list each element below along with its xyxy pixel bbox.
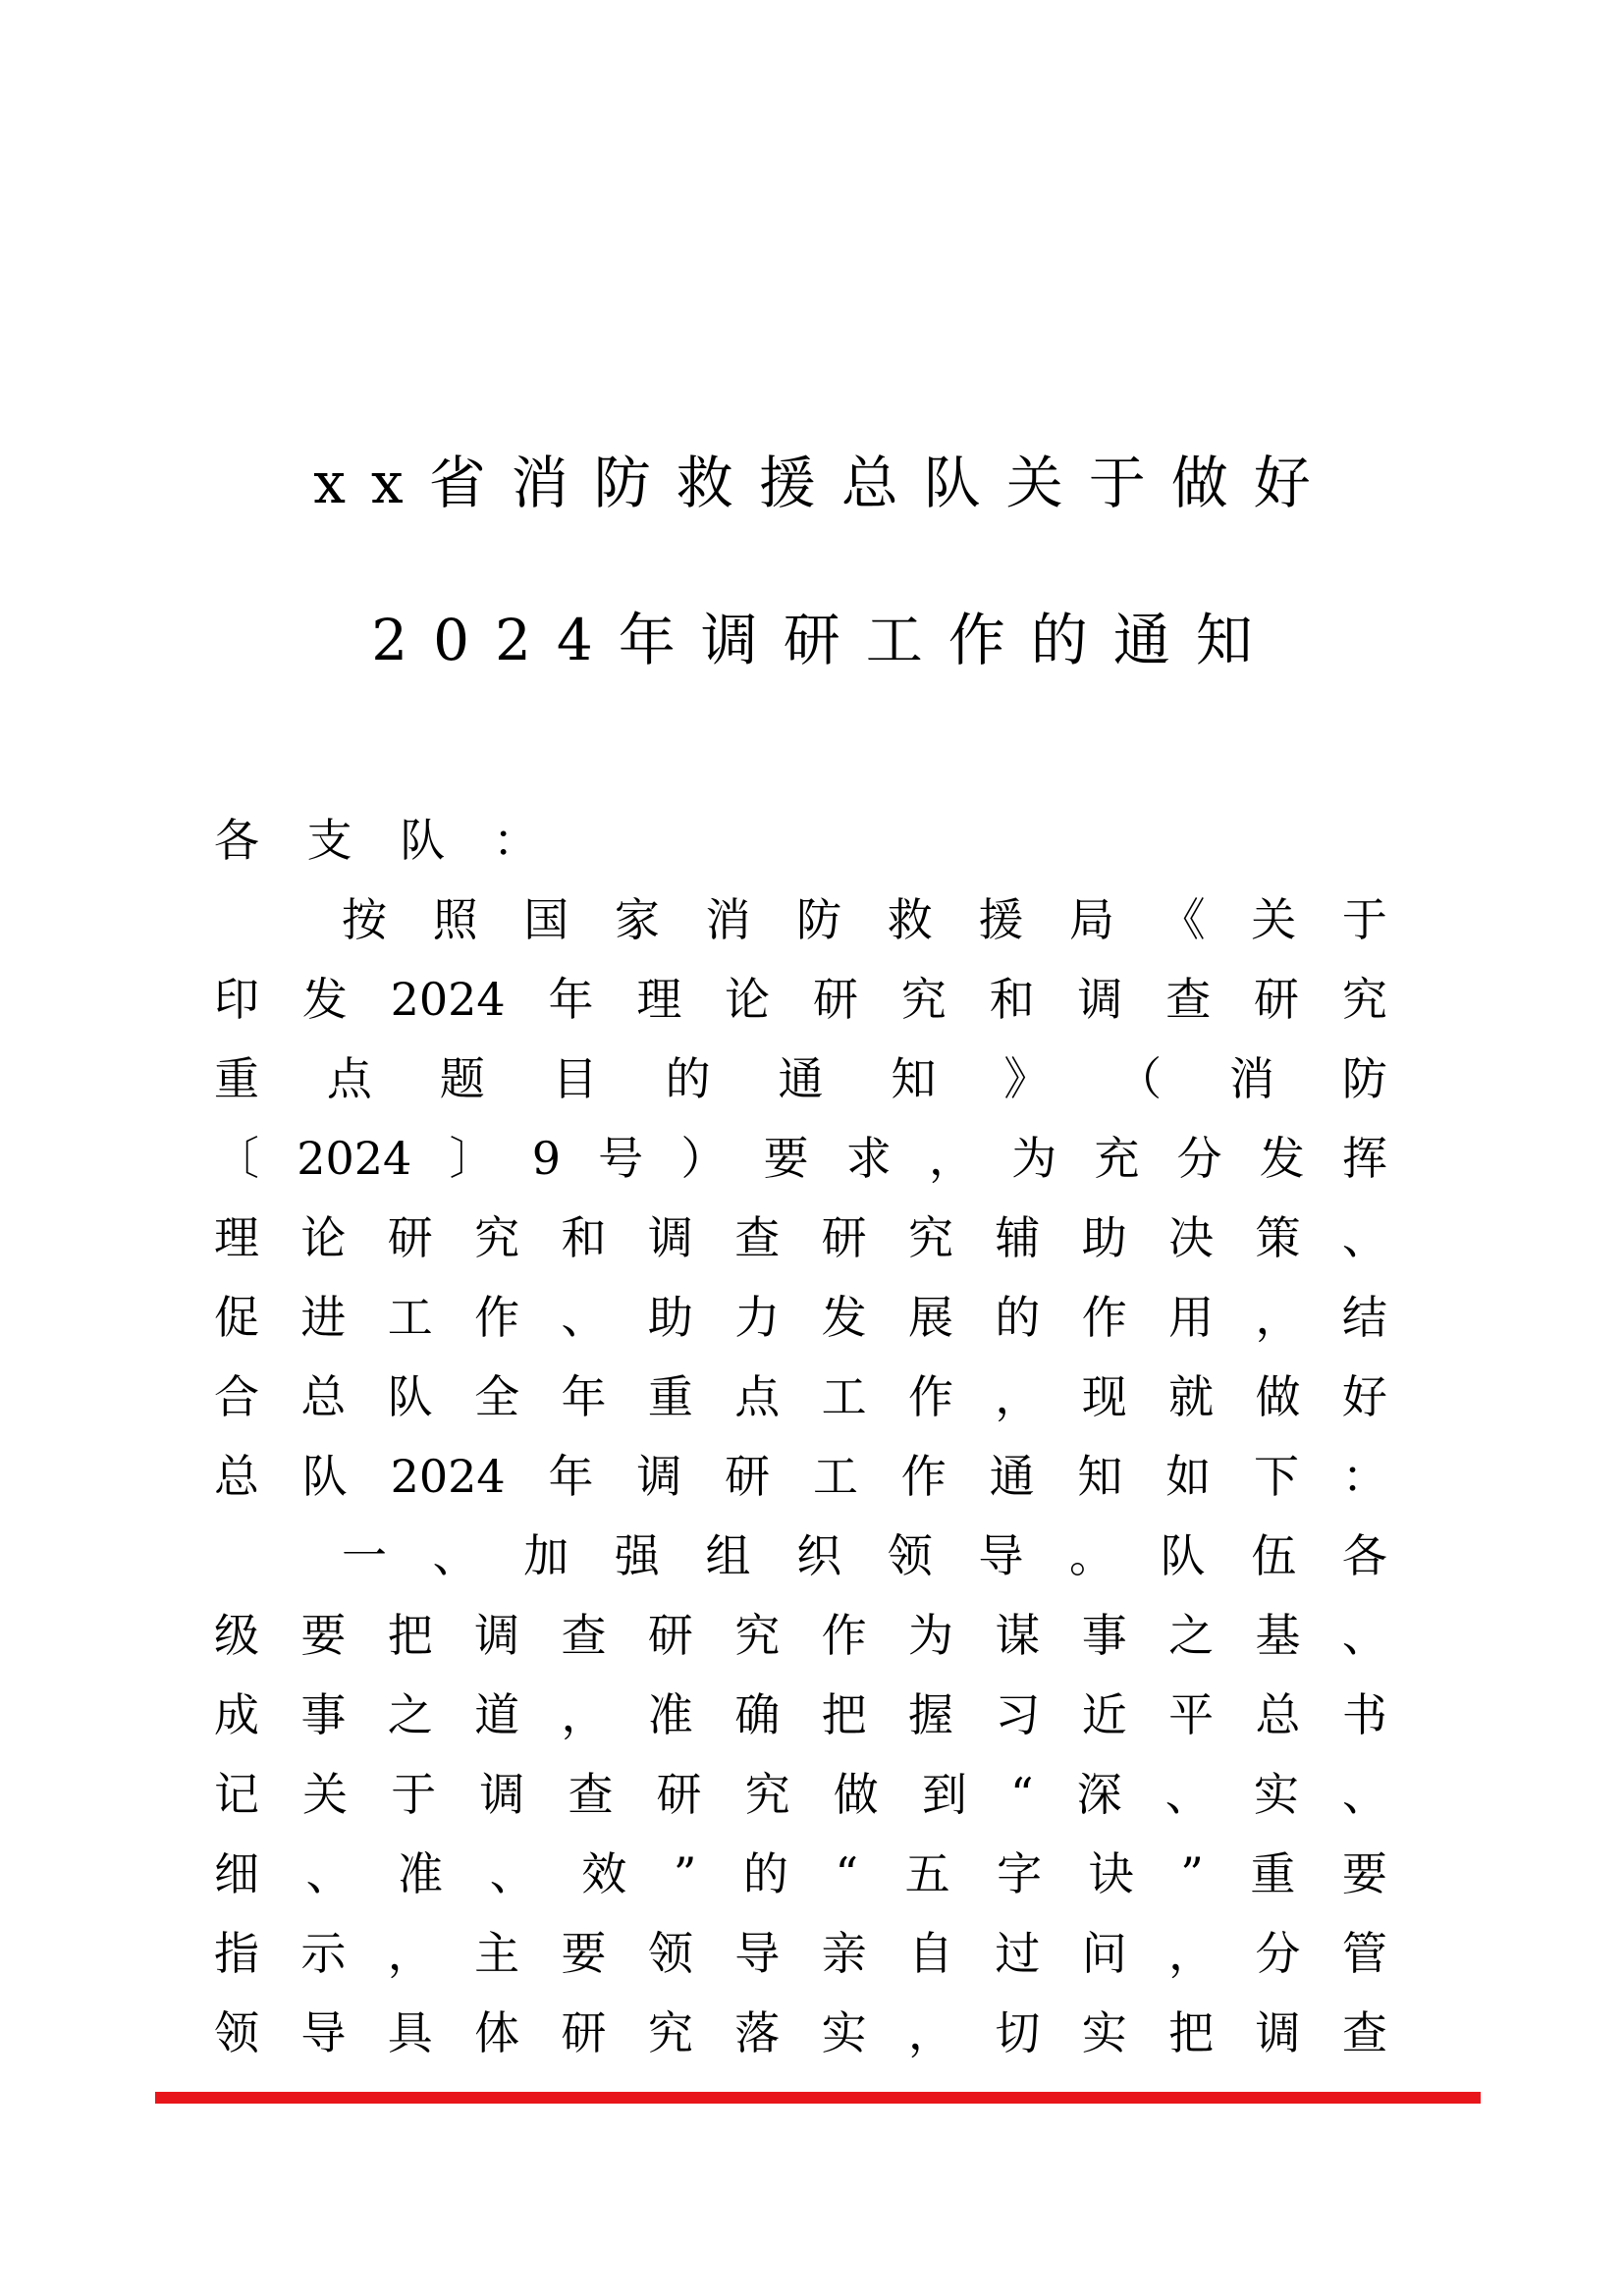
footer-red-rule	[155, 2092, 1481, 2104]
paragraph-line: 领 导 具 体 研 究 落 实 ， 切 实 把 调 查	[214, 2006, 1387, 2059]
paragraph-line: 级 要 把 调 查 研 究 作 为 谋 事 之 基 、	[214, 1609, 1387, 1662]
paragraph-line: 按 照 国 家 消 防 救 援 局 《 关 于	[342, 893, 1387, 946]
paragraph-line: 印 发 2024 年 理 论 研 究 和 调 查 研 究	[214, 973, 1387, 1026]
paragraph-line: 成 事 之 道 ， 准 确 把 握 习 近 平 总 书	[214, 1688, 1387, 1741]
document-title-line-1: xx省消防救援总队关于做好	[313, 450, 1336, 516]
paragraph-line: 指 示 ， 主 要 领 导 亲 自 过 问 ， 分 管	[214, 1927, 1387, 1980]
document-title-line-2: 2024年调研工作的通知	[371, 607, 1278, 673]
paragraph-line: 合 总 队 全 年 重 点 工 作 ， 现 就 做 好	[214, 1370, 1387, 1423]
paragraph-line: 重 点 题 目 的 通 知 》 （ 消 防	[214, 1052, 1387, 1105]
paragraph-line: 细 、 准 、 效 ” 的 “ 五 字 诀 ” 重 要	[214, 1847, 1387, 1900]
paragraph-line: 记 关 于 调 查 研 究 做 到 “ 深 、 实 、	[214, 1768, 1387, 1821]
salutation: 各 支 队 ：	[214, 814, 538, 867]
paragraph-line: 总 队 2024 年 调 研 工 作 通 知 如 下 ：	[214, 1450, 1387, 1503]
paragraph-line: 理 论 研 究 和 调 查 研 究 辅 助 决 策 、	[214, 1211, 1387, 1264]
section-heading-line: 一 、 加 强 组 织 领 导 。 队 伍 各	[342, 1529, 1387, 1582]
paragraph-line: 〔 2024 〕 9 号 ） 要 求 ， 为 充 分 发 挥	[214, 1132, 1387, 1185]
paragraph-line: 促 进 工 作 、 助 力 发 展 的 作 用 ， 结	[214, 1291, 1387, 1344]
